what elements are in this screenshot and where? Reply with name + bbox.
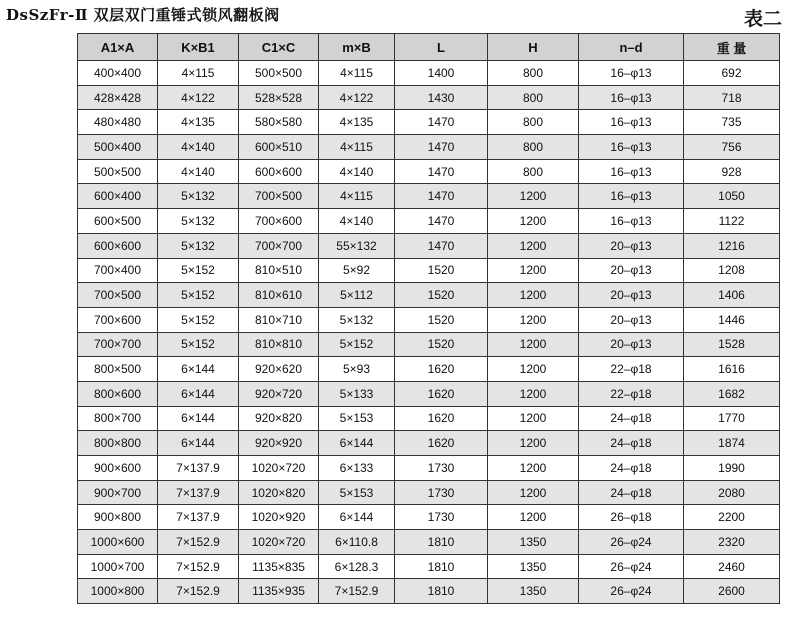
cell-n-d: 26–φ18: [579, 505, 684, 530]
cell-mxb: 5×132: [319, 307, 395, 332]
cell-h: 800: [488, 135, 579, 160]
cell-mxb: 5×92: [319, 258, 395, 283]
cell-h: 1200: [488, 406, 579, 431]
cell-h: 1200: [488, 307, 579, 332]
cell-n-d: 16–φ13: [579, 159, 684, 184]
cell-a1xa: 480×480: [78, 110, 158, 135]
header-cell-mxb: m×B: [319, 34, 395, 61]
cell-mxb: 4×122: [319, 85, 395, 110]
cell-kxb1: 5×132: [158, 184, 239, 209]
cell-n-d: 22–φ18: [579, 357, 684, 382]
cell-h: 1350: [488, 579, 579, 604]
spec-table: [77, 33, 780, 604]
cell-n-d: 16–φ13: [579, 110, 684, 135]
cell-a1xa: 500×500: [78, 159, 158, 184]
cell-a1xa: 800×800: [78, 431, 158, 456]
cell-a1xa: 1000×800: [78, 579, 158, 604]
cell-mxb: 4×115: [319, 184, 395, 209]
cell-mxb: 6×110.8: [319, 530, 395, 555]
header-cell-l: L: [395, 34, 488, 61]
cell-c1xc: 600×510: [239, 135, 319, 160]
cell-l: 1620: [395, 406, 488, 431]
cell-weight: 928: [684, 159, 780, 184]
cell-h: 1200: [488, 431, 579, 456]
cell-h: 800: [488, 85, 579, 110]
cell-a1xa: 428×428: [78, 85, 158, 110]
cell-n-d: 22–φ18: [579, 381, 684, 406]
cell-c1xc: 600×600: [239, 159, 319, 184]
cell-l: 1520: [395, 307, 488, 332]
cell-h: 1200: [488, 209, 579, 234]
cell-mxb: 4×115: [319, 135, 395, 160]
cell-mxb: 5×153: [319, 480, 395, 505]
cell-h: 1200: [488, 283, 579, 308]
table-row: [78, 332, 780, 357]
cell-n-d: 20–φ13: [579, 307, 684, 332]
cell-c1xc: 810×510: [239, 258, 319, 283]
document-title: DsSzFr-Ⅱ 双层双门重锤式锁风翻板阀: [6, 6, 280, 24]
cell-weight: 1406: [684, 283, 780, 308]
cell-l: 1470: [395, 209, 488, 234]
cell-weight: 1990: [684, 456, 780, 481]
cell-c1xc: 700×600: [239, 209, 319, 234]
cell-kxb1: 5×152: [158, 258, 239, 283]
cell-c1xc: 1020×820: [239, 480, 319, 505]
cell-c1xc: 700×700: [239, 233, 319, 258]
table-row: [78, 456, 780, 481]
cell-h: 1200: [488, 456, 579, 481]
cell-a1xa: 800×600: [78, 381, 158, 406]
header-cell-h: H: [488, 34, 579, 61]
table-row: [78, 554, 780, 579]
cell-mxb: 6×128.3: [319, 554, 395, 579]
cell-n-d: 24–φ18: [579, 480, 684, 505]
cell-kxb1: 4×135: [158, 110, 239, 135]
cell-h: 1350: [488, 554, 579, 579]
cell-mxb: 4×140: [319, 209, 395, 234]
cell-l: 1810: [395, 530, 488, 555]
cell-n-d: 16–φ13: [579, 61, 684, 86]
cell-kxb1: 4×140: [158, 135, 239, 160]
cell-weight: 756: [684, 135, 780, 160]
cell-h: 1200: [488, 233, 579, 258]
table-row: [78, 61, 780, 86]
cell-c1xc: 528×528: [239, 85, 319, 110]
table-row: [78, 530, 780, 555]
table-row: [78, 505, 780, 530]
header-cell-a1xa: A1×A: [78, 34, 158, 61]
cell-c1xc: 920×820: [239, 406, 319, 431]
cell-mxb: 6×144: [319, 431, 395, 456]
cell-a1xa: 400×400: [78, 61, 158, 86]
cell-kxb1: 5×152: [158, 332, 239, 357]
cell-l: 1730: [395, 480, 488, 505]
cell-l: 1730: [395, 456, 488, 481]
cell-a1xa: 1000×700: [78, 554, 158, 579]
cell-n-d: 24–φ18: [579, 456, 684, 481]
cell-l: 1730: [395, 505, 488, 530]
cell-h: 1200: [488, 332, 579, 357]
cell-a1xa: 600×600: [78, 233, 158, 258]
cell-a1xa: 1000×600: [78, 530, 158, 555]
cell-l: 1470: [395, 233, 488, 258]
header-row: [78, 34, 780, 61]
cell-mxb: 5×133: [319, 381, 395, 406]
cell-c1xc: 1135×835: [239, 554, 319, 579]
cell-weight: 692: [684, 61, 780, 86]
cell-weight: 2200: [684, 505, 780, 530]
table-row: [78, 283, 780, 308]
cell-a1xa: 700×500: [78, 283, 158, 308]
cell-a1xa: 800×500: [78, 357, 158, 382]
cell-weight: 1050: [684, 184, 780, 209]
cell-n-d: 16–φ13: [579, 209, 684, 234]
cell-kxb1: 5×152: [158, 283, 239, 308]
table-row: [78, 579, 780, 604]
cell-n-d: 26–φ24: [579, 579, 684, 604]
table-row: [78, 258, 780, 283]
cell-h: 1350: [488, 530, 579, 555]
cell-kxb1: 6×144: [158, 406, 239, 431]
header-cell-weight: 重 量: [684, 34, 780, 61]
table-row: [78, 184, 780, 209]
cell-weight: 1616: [684, 357, 780, 382]
cell-h: 1200: [488, 381, 579, 406]
cell-a1xa: 700×700: [78, 332, 158, 357]
cell-kxb1: 7×152.9: [158, 530, 239, 555]
cell-kxb1: 5×132: [158, 209, 239, 234]
cell-c1xc: 580×580: [239, 110, 319, 135]
table-row: [78, 307, 780, 332]
table-row: [78, 480, 780, 505]
cell-weight: 1682: [684, 381, 780, 406]
cell-weight: 1216: [684, 233, 780, 258]
cell-l: 1470: [395, 135, 488, 160]
cell-n-d: 20–φ13: [579, 258, 684, 283]
cell-kxb1: 4×140: [158, 159, 239, 184]
cell-weight: 1528: [684, 332, 780, 357]
cell-mxb: 4×140: [319, 159, 395, 184]
cell-l: 1430: [395, 85, 488, 110]
cell-h: 800: [488, 110, 579, 135]
cell-h: 1200: [488, 480, 579, 505]
cell-n-d: 16–φ13: [579, 135, 684, 160]
cell-c1xc: 810×810: [239, 332, 319, 357]
cell-n-d: 20–φ13: [579, 233, 684, 258]
table-row: [78, 110, 780, 135]
cell-weight: 2320: [684, 530, 780, 555]
header-cell-c1xc: C1×C: [239, 34, 319, 61]
cell-n-d: 20–φ13: [579, 283, 684, 308]
cell-weight: 1874: [684, 431, 780, 456]
cell-h: 1200: [488, 258, 579, 283]
table-row: [78, 357, 780, 382]
cell-a1xa: 700×600: [78, 307, 158, 332]
cell-weight: 718: [684, 85, 780, 110]
cell-n-d: 16–φ13: [579, 85, 684, 110]
cell-mxb: 5×153: [319, 406, 395, 431]
cell-mxb: 5×112: [319, 283, 395, 308]
cell-mxb: 55×132: [319, 233, 395, 258]
cell-weight: 1208: [684, 258, 780, 283]
cell-n-d: 24–φ18: [579, 431, 684, 456]
cell-c1xc: 700×500: [239, 184, 319, 209]
cell-c1xc: 810×610: [239, 283, 319, 308]
cell-a1xa: 900×600: [78, 456, 158, 481]
cell-kxb1: 4×122: [158, 85, 239, 110]
cell-l: 1470: [395, 184, 488, 209]
cell-c1xc: 920×920: [239, 431, 319, 456]
cell-c1xc: 1020×720: [239, 456, 319, 481]
cell-h: 1200: [488, 184, 579, 209]
cell-n-d: 26–φ24: [579, 554, 684, 579]
cell-kxb1: 7×152.9: [158, 579, 239, 604]
header-cell-kxb1: K×B1: [158, 34, 239, 61]
header-cell-n-d: n–d: [579, 34, 684, 61]
cell-kxb1: 7×152.9: [158, 554, 239, 579]
table-row: [78, 381, 780, 406]
cell-weight: 1446: [684, 307, 780, 332]
table-body: [78, 61, 780, 604]
cell-kxb1: 7×137.9: [158, 480, 239, 505]
cell-c1xc: 1020×720: [239, 530, 319, 555]
cell-h: 800: [488, 159, 579, 184]
cell-l: 1470: [395, 110, 488, 135]
cell-a1xa: 900×700: [78, 480, 158, 505]
cell-c1xc: 920×720: [239, 381, 319, 406]
cell-n-d: 24–φ18: [579, 406, 684, 431]
cell-mxb: 5×93: [319, 357, 395, 382]
cell-mxb: 4×135: [319, 110, 395, 135]
cell-n-d: 26–φ24: [579, 530, 684, 555]
cell-a1xa: 900×800: [78, 505, 158, 530]
cell-kxb1: 5×152: [158, 307, 239, 332]
cell-kxb1: 6×144: [158, 431, 239, 456]
table-row: [78, 431, 780, 456]
cell-weight: 2080: [684, 480, 780, 505]
cell-weight: 1770: [684, 406, 780, 431]
cell-c1xc: 1020×920: [239, 505, 319, 530]
cell-mxb: 7×152.9: [319, 579, 395, 604]
cell-l: 1520: [395, 258, 488, 283]
table-row: [78, 209, 780, 234]
cell-kxb1: 7×137.9: [158, 505, 239, 530]
cell-h: 800: [488, 61, 579, 86]
cell-weight: 1122: [684, 209, 780, 234]
cell-l: 1810: [395, 554, 488, 579]
table-row: [78, 233, 780, 258]
cell-h: 1200: [488, 357, 579, 382]
cell-l: 1400: [395, 61, 488, 86]
cell-c1xc: 500×500: [239, 61, 319, 86]
cell-mxb: 4×115: [319, 61, 395, 86]
cell-c1xc: 920×620: [239, 357, 319, 382]
cell-mxb: 5×152: [319, 332, 395, 357]
table-row: [78, 135, 780, 160]
cell-l: 1620: [395, 357, 488, 382]
cell-weight: 2600: [684, 579, 780, 604]
cell-n-d: 16–φ13: [579, 184, 684, 209]
cell-kxb1: 5×132: [158, 233, 239, 258]
cell-l: 1620: [395, 431, 488, 456]
cell-a1xa: 600×500: [78, 209, 158, 234]
cell-l: 1620: [395, 381, 488, 406]
cell-kxb1: 6×144: [158, 357, 239, 382]
cell-a1xa: 600×400: [78, 184, 158, 209]
cell-c1xc: 810×710: [239, 307, 319, 332]
cell-l: 1520: [395, 283, 488, 308]
cell-l: 1520: [395, 332, 488, 357]
cell-l: 1810: [395, 579, 488, 604]
table-row: [78, 85, 780, 110]
cell-n-d: 20–φ13: [579, 332, 684, 357]
cell-kxb1: 4×115: [158, 61, 239, 86]
cell-weight: 735: [684, 110, 780, 135]
table-row: [78, 406, 780, 431]
cell-kxb1: 7×137.9: [158, 456, 239, 481]
cell-h: 1200: [488, 505, 579, 530]
cell-weight: 2460: [684, 554, 780, 579]
cell-kxb1: 6×144: [158, 381, 239, 406]
table-row: [78, 159, 780, 184]
cell-l: 1470: [395, 159, 488, 184]
cell-a1xa: 800×700: [78, 406, 158, 431]
cell-a1xa: 700×400: [78, 258, 158, 283]
cell-mxb: 6×133: [319, 456, 395, 481]
cell-mxb: 6×144: [319, 505, 395, 530]
cell-c1xc: 1135×935: [239, 579, 319, 604]
table-number: 表二: [743, 8, 782, 30]
cell-a1xa: 500×400: [78, 135, 158, 160]
